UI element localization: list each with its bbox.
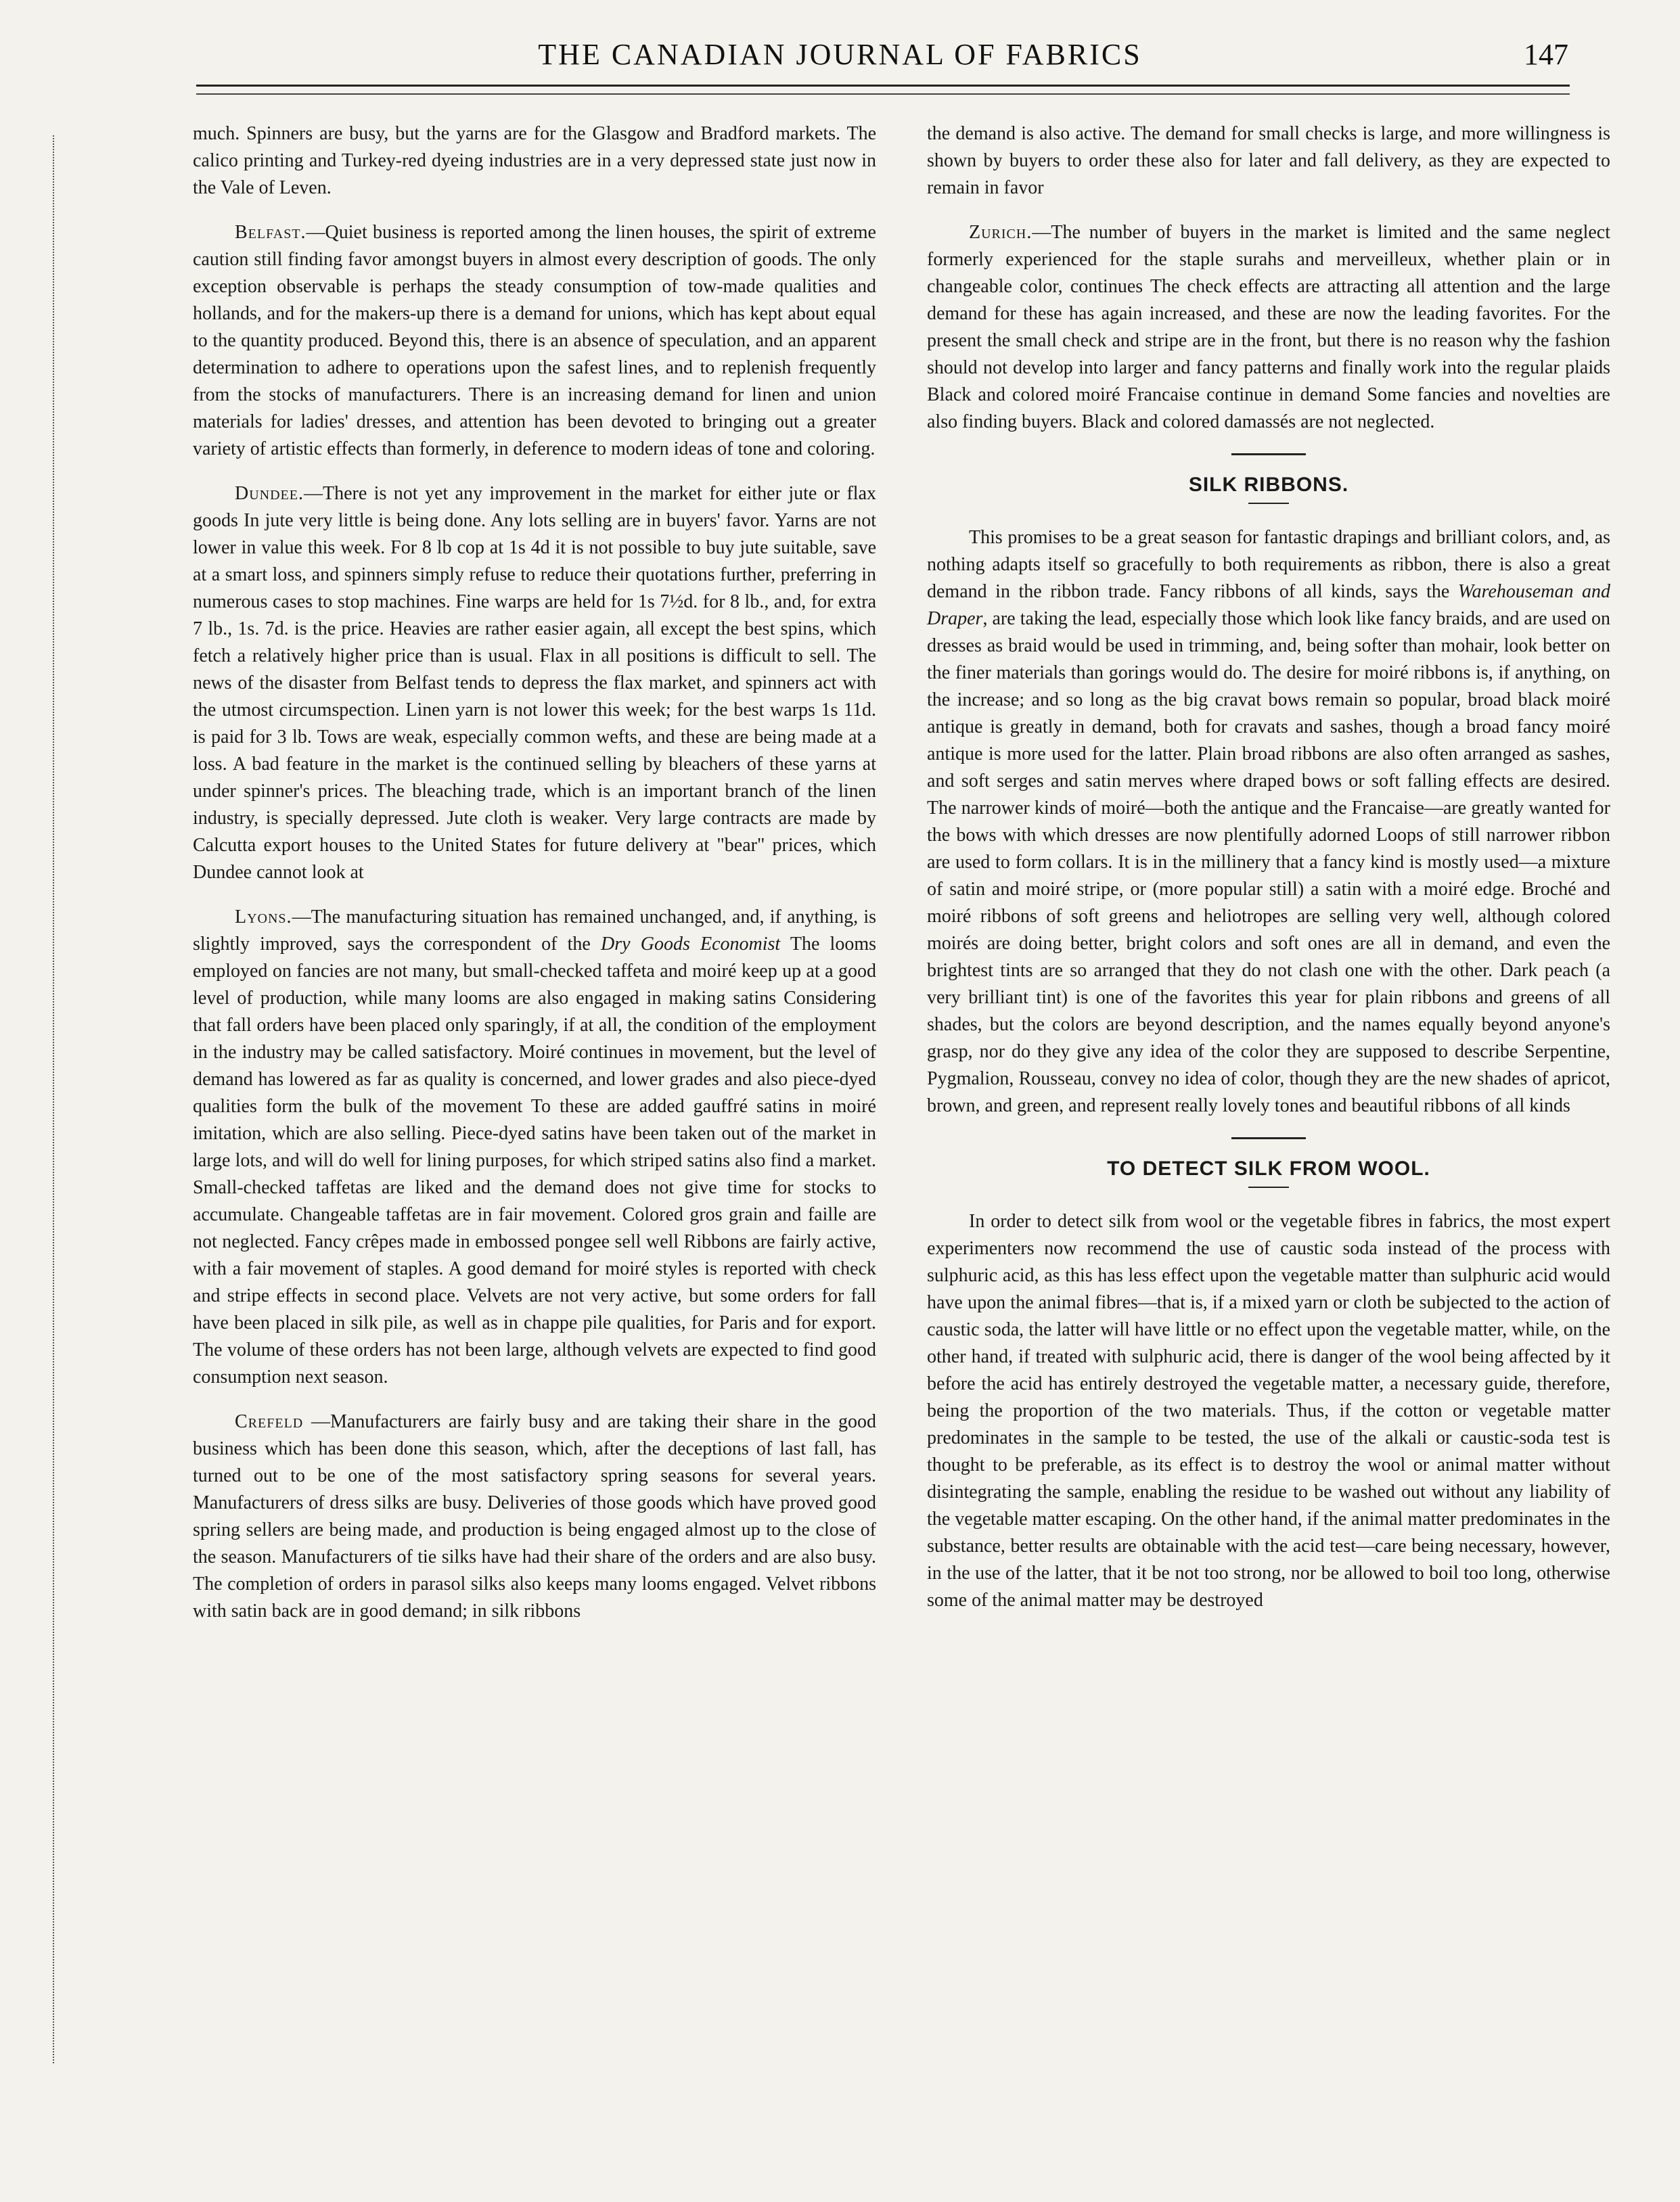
zurich-text: —The number of buyers in the market is limited and the same neglect formerly experienced for the staple surahs and merveilleux, whether plain or in changeable color, continues The check effects are attracting all attention and the large demand for these has again increased, and these are now the leading favorites. For the present the small check and stripe are in the front, but there is no reason why the fashion should not develop into larger and fancy patterns and finally work into the regular plaids Black and colored moiré Francaise continue in demand Some fancies and novelties are also finding buyers. Black and colored damassés are not neglected. <box>927 222 1610 432</box>
silk-publication-name: Warehouseman and Draper <box>927 581 1610 629</box>
crefeld-text: —Manufacturers are fairly busy and are taking their share in the good business which has been done this season, which, after the deceptions of last fall, has turned out to be one of the most satisfactory spring seasons for several years. Manufacturers of dress silks are busy. Deliveries of those goods which have proved good spring sellers are being made, and production is being engaged almost up to the close of the season. Manufacturers of tie silks have had their share of the orders and are also busy. The completion of orders in parasol silks also keeps many looms engaged. Velvet ribbons with satin back are in good demand; in silk ribbons <box>193 1411 876 1622</box>
lyons-place-name: Lyons. <box>235 907 292 927</box>
lyons-publication-name: Dry Goods Economist <box>601 934 781 955</box>
zurich-place-name: Zurich. <box>969 222 1032 243</box>
lyons-text-part-2: The looms employed on fancies are not many, but small-checked taffeta and moiré keep up at a good level of production, while many looms are also engaged in making satins Considering that fall orders have been placed only sparingly, if at all, the condition of the employment in the industry may be called satisfactory. Moiré continues in movement, but the level of demand has lowered as far as quality is concerned, and lower grades and also piece-dyed qualities form the bulk of the movement To these are added gauffré satins in moiré imitation, which are also selling. Piece-dyed satins have been taken out of the market in large lots, and will do well for lining purposes, for which striped satins also find a market. Small-checked taffetas are liked and the demand does not give time for stocks to accumulate. Changeable taffetas are in fair movement. Colored gros grain and faille are not neglected. Fancy crêpes made in embossed pongee sell well Ribbons are fairly active, with a fair movement of staples. A good demand for moiré styles is reported with check and stripe effects in second place. Velvets are not very active, but some orders for fall have been placed in silk pile, as well as in chappe pile qualities, for Paris and for export. The volume of these orders has not been large, although velvets are expected to find good consumption next season. <box>193 934 877 1387</box>
section-divider <box>1231 453 1306 455</box>
silk-text-part-2: , are taking the lead, especially those which look like fancy braids, and are used on dresses as braid would be used in trimming, and, being softer than mohair, look better on the finer materials than gorings would do. The desire for moiré ribbons is, if anything, on the increase; and so long as the big cravat bows remain so popular, broad black moiré antique is greatly in demand, both for cravats and sashes, though a broad fancy moiré antique is more used for the latter. Plain broad ribbons are also often arranged as sashes, and soft serges and satin merves where draped bows or soft falling effects are desired. The narrower kinds of moiré—both the antique and the Francaise—are greatly wanted for the bows with which dresses are now plentifully adorned Loops of still narrower ribbon are used to form collars. It is in the millinery that a fancy kind is mostly used—a mixture of satin and moiré stripe, or (more popular still) a satin with a moiré edge. Broché and moiré ribbons of soft greens and heliotropes are selling very well, although colored moirés are doing better, bright colors and soft ones are all in demand, and even the brightest tints are so arranged that they do not clash one with the other. Dark peach (a very brilliant tint) is one of the favorites this year for plain ribbons and greens of all shades, but the colors are beyond description, and the names equally beyond anyone's grasp, nor do they give any idea of the color they are supposed to describe Serpentine, Pygmalion, Rousseau, convey no idea of color, though they are the new shades of apricot, brown, and green, and represent really lovely tones and beautiful ribbons of all kinds <box>927 608 1610 1116</box>
silk-ribbons-paragraph <box>927 524 1610 1120</box>
heading-underline <box>1248 1187 1289 1188</box>
dundee-text: —There is not yet any improvement in the market for either jute or flax goods In jute very little is being done. Any lots selling are in buyers' favor. Yarns are not lower in value this week. For 8 lb cop at 1s 4d it is not possible to buy jute suitable, save at a smart loss, and spinners simply refuse to reduce their quotations further, preferring in numerous cases to stop machines. Fine warps are held for 1s 7½d. for 8 lb., and, for extra 7 lb., 1s. 7d. is the price. Heavies are rather easier again, all except the best spins, which fetch a relatively higher price than is usual. Flax in all positions is difficult to sell. The news of the disaster from Belfast tends to depress the flax market, and spinners act with the utmost circumspection. Linen yarn is not lower this week; for the best warps 1s 11d. is paid for 3 lb. Tows are weak, especially common wefts, and these are being made at a loss. A bad feature in the market is the continued selling by bleachers of these yarns at under spinner's prices. The bleaching trade, which is an important branch of the linen industry, is specially depressed. Jute cloth is weaker. Very large contracts are made by Calcutta export houses to the United States for future delivery at "bear" prices, which Dundee cannot look at <box>193 483 876 883</box>
section-divider <box>1231 1137 1306 1139</box>
belfast-paragraph <box>193 219 876 463</box>
dundee-paragraph <box>193 480 876 886</box>
zurich-paragraph <box>927 219 1610 436</box>
dundee-place-name: Dundee. <box>235 483 304 504</box>
lyons-paragraph <box>193 904 876 1391</box>
lyons-text-part-1: —The manufacturing situation has remained unchanged, and, if anything, is slightly improved, says the correspondent of the <box>193 907 876 955</box>
belfast-place-name: Belfast. <box>235 222 307 243</box>
page-header-title: THE CANADIAN JOURNAL OF FABRICS <box>538 38 1142 71</box>
belfast-text: —Quiet business is reported among the linen houses, the spirit of extreme caution still finding favor amongst buyers in almost every description of goods. The only exception observable is perhaps the steady consumption of tow-made qualities and hollands, and for the makers-up there is a demand for unions, which has kept about equal to the quantity produced. Beyond this, there is an absence of speculation, and an apparent determination to adhere to operations upon the safest lines, and to replenish frequently from the stocks of manufacturers. There is an increasing demand for linen and union materials for ladies' dresses, and attention has been devoted to bringing out a greater variety of artistic effects than formerly, in deference to modern ideas of tone and coloring. <box>193 222 876 459</box>
intro-paragraph: much. Spinners are busy, but the yarns are for the Glasgow and Bradford markets. The calico printing and Turkey-red dyeing industries are in a very depressed state just now in the Vale of Leven. <box>193 123 876 198</box>
crefeld-place-name: Crefeld <box>235 1411 304 1432</box>
silk-text-part-1: This promises to be a great season for fantastic drapings and brilliant colors, and, as nothing adapts itself so gracefully to both requirements as ribbon, there is also a great demand in the ribbon trade. Fancy ribbons of all kinds, says the <box>927 527 1610 602</box>
page-number: 147 <box>1524 38 1568 71</box>
silk-ribbons-heading: SILK RIBBONS. <box>1188 474 1349 496</box>
crefeld-paragraph <box>193 1408 876 1625</box>
detect-silk-heading: TO DETECT SILK FROM WOOL. <box>1107 1157 1430 1180</box>
right-column <box>927 120 1610 1632</box>
binding-margin-mark <box>53 135 56 2063</box>
detect-silk-paragraph: In order to detect silk from wool or the vegetable fibres in fabrics, the most expert experimenters now recommend the use of caustic soda instead of the process with sulphuric acid, as this has less effect upon the vegetable matter than sulphuric acid would have upon the animal fibres—that is, if a mixed yarn or cloth be subjected to the action of caustic soda, the latter will have little or no effect upon the vegetable matter, while, on the other hand, if treated with sulphuric acid, there is danger of the wool being affected by it before the acid has entirely destroyed the vegetable matter, a necessary guide, therefore, being the proportion of the two materials. Thus, if the cotton or vegetable matter predominates in the sample to be tested, the use of the alkali or caustic-soda test is thought to be preferable, as its effect is to destroy the wool or animal matter without disintegrating the sample, enabling the residue to be washed out without any liability of the vegetable matter escaping. On the other hand, if the animal matter predominates in the substance, better results are obtainable with the acid test—care being necessary, however, in the use of the latter, that it be not too strong, nor be allowed to boil too long, otherwise some of the animal matter may be destroyed <box>927 1211 1610 1611</box>
left-column <box>193 120 876 1643</box>
continued-paragraph: the demand is also active. The demand for small checks is large, and more willingness is shown by buyers to order these also for later and fall delivery, as they are expected to remain in favor <box>927 123 1610 198</box>
heading-underline <box>1248 503 1289 504</box>
header-rule <box>196 85 1570 95</box>
